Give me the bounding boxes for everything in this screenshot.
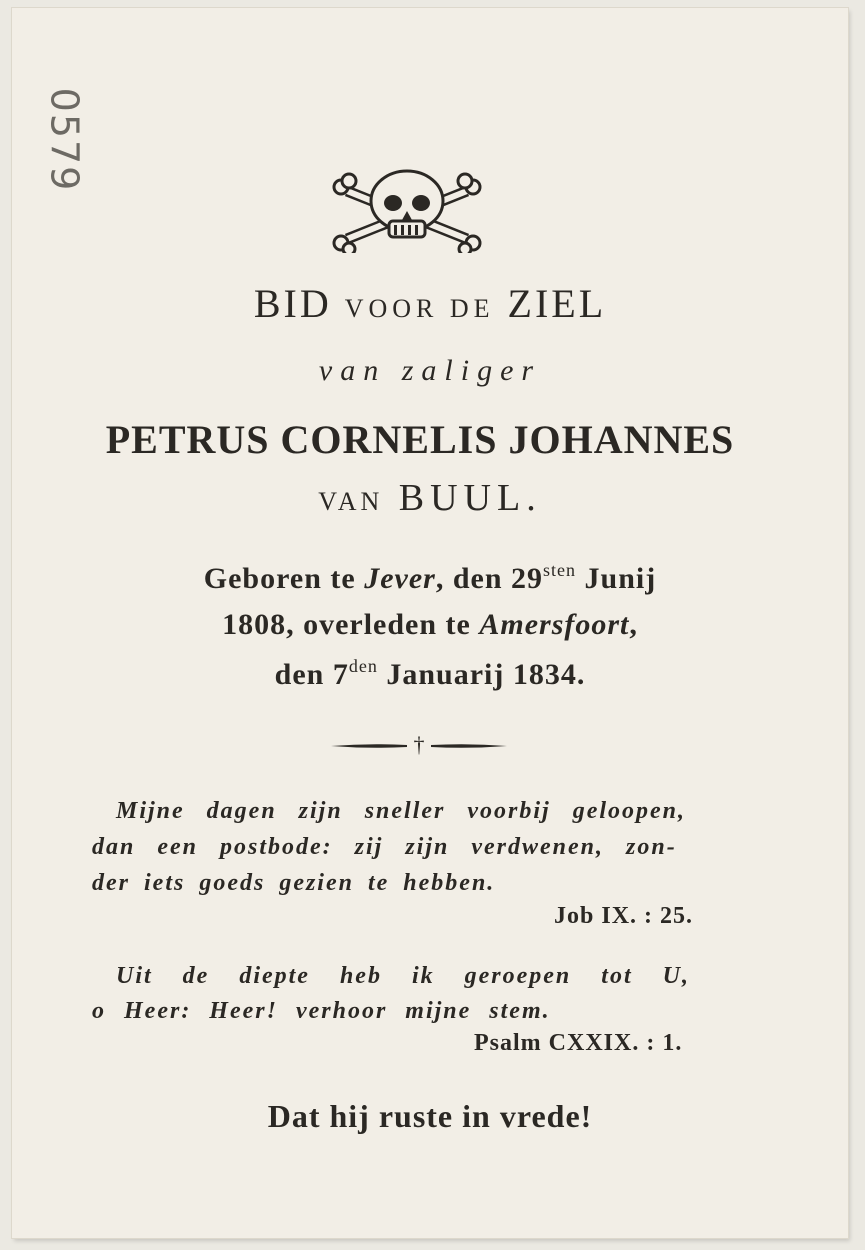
birth-line-2: [12, 608, 848, 642]
death-place: Amersfoort: [479, 608, 630, 641]
death-date-suffix: den: [348, 656, 378, 676]
birth-text: Geboren te: [203, 562, 365, 595]
heading-bid-voor-de-ziel: [12, 280, 848, 327]
cross-divider-icon: [329, 734, 509, 756]
death-date-line: [12, 656, 848, 692]
closing-prayer: Dat hij ruste in vrede!: [267, 1098, 593, 1134]
van-zaliger: van zaliger: [318, 354, 542, 387]
birth-month: Junij: [576, 562, 657, 595]
comma: ,: [629, 608, 638, 641]
verse2-reference: Psalm CXXIX. : 1.: [474, 1030, 683, 1056]
heading-voor-de: VOOR DE: [344, 294, 495, 323]
birth-year-death-text: 1808, overleden te: [222, 608, 480, 641]
surname-van: VAN: [318, 487, 384, 516]
verse2-line: o Heer: Heer! verhoor mijne stem.: [92, 998, 551, 1024]
heading-bid: BID: [253, 281, 332, 326]
heading-ziel: ZIEL: [507, 281, 607, 326]
surname-buul: BUUL.: [398, 477, 542, 519]
verse1-line: dan een postbode: zij zijn verdwenen, zon-: [92, 834, 677, 860]
deceased-given-names: PETRUS CORNELIS JOHANNES: [105, 417, 735, 462]
birth-date-suffix: sten: [543, 560, 577, 580]
skull-crossbones-icon: [327, 163, 487, 253]
memorial-card: [12, 8, 848, 1238]
divider-cross: †: [413, 734, 425, 756]
death-date: den 7: [274, 658, 349, 691]
verse1-line: Mijne dagen zijn sneller voorbij geloopen,: [116, 798, 687, 824]
birth-line-1: [12, 560, 848, 596]
birth-date: , den 29: [435, 562, 544, 595]
verse1-reference: Job IX. : 25.: [554, 903, 694, 929]
verse2-line: Uit de diepte heb ik geroepen tot U,: [116, 963, 690, 989]
deceased-surname: [12, 476, 848, 520]
inventory-number: 0579: [42, 87, 87, 193]
birth-place: Jever: [364, 562, 436, 595]
verse1-line: der iets goeds gezien te hebben.: [92, 870, 496, 896]
death-month-year: Januarij 1834.: [377, 658, 586, 691]
